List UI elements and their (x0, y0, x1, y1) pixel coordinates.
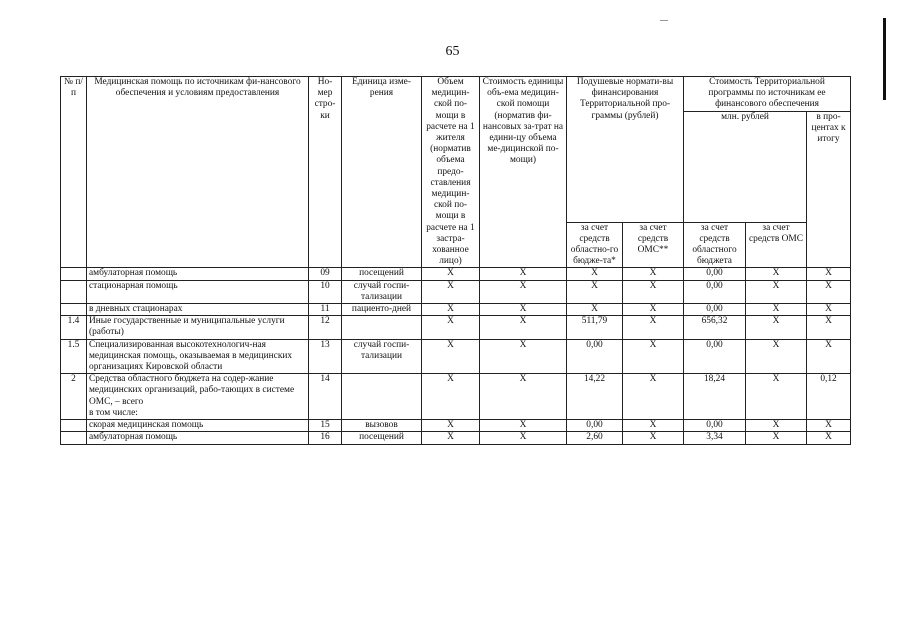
cell-unit: случай госпи-тализации (342, 339, 422, 374)
header-cost: Стоимость единицы объ-ема медицин-ской помощи (норматив фи-нансовых за-трат на едини-цу объема ме-дицинской по-мощи) (480, 77, 567, 268)
cell-total-oms: X (746, 268, 807, 280)
cell-percapita-obl: X (567, 268, 623, 280)
header-num: № п/п (61, 77, 87, 268)
header-total-oms: за счет средств ОМС (746, 222, 807, 268)
cell-num (61, 304, 87, 316)
cell-total-obl: 0,00 (684, 420, 746, 432)
table-row (61, 432, 851, 444)
cell-name: амбулаторная помощь (87, 432, 309, 444)
header-total-obl: за счет средств областного бюджета (684, 222, 746, 268)
cell-total-pct: X (807, 316, 851, 339)
cell-total-oms: X (746, 280, 807, 303)
cell-percapita-obl: X (567, 304, 623, 316)
cell-percapita-obl: 0,00 (567, 420, 623, 432)
cell-percapita-obl: 14,22 (567, 374, 623, 420)
cell-unit: посещений (342, 432, 422, 444)
financing-table (60, 76, 851, 445)
table-row (61, 280, 851, 303)
header-total-mln: млн. рублей (684, 111, 807, 222)
cell-total-pct: X (807, 420, 851, 432)
cell-volume: X (422, 339, 480, 374)
cell-total-oms: X (746, 420, 807, 432)
cell-percapita-obl: 2,60 (567, 432, 623, 444)
cell-unit (342, 316, 422, 339)
header-total-pct: в про-центах к итогу (807, 111, 851, 268)
table-row (61, 339, 851, 374)
cell-unit: случай госпи-тализации (342, 280, 422, 303)
cell-num: 2 (61, 374, 87, 420)
cell-volume: X (422, 268, 480, 280)
cell-total-pct: X (807, 268, 851, 280)
cell-percapita-oms: X (623, 280, 684, 303)
header-row-1 (61, 77, 851, 112)
cell-total-obl: 3,34 (684, 432, 746, 444)
cell-row: 09 (309, 268, 342, 280)
cell-row: 12 (309, 316, 342, 339)
table-row (61, 420, 851, 432)
cell-name: скорая медицинская помощь (87, 420, 309, 432)
table-row (61, 316, 851, 339)
page-number: 65 (445, 44, 460, 59)
header-percapita: Подушевые нормати-вы финансирования Территориальной про-граммы (рублей) (567, 77, 684, 223)
header-unit: Единица изме-рения (342, 77, 422, 268)
cell-total-oms: X (746, 374, 807, 420)
cell-num (61, 432, 87, 444)
cell-total-pct: 0,12 (807, 374, 851, 420)
header-volume: Объем медицин-ской по-мощи в расчете на 1 жителя (норматив объема предо-ставления медицин-ской по-мощи в расчете на 1 застра-хованное лицо) (422, 77, 480, 268)
cell-volume: X (422, 280, 480, 303)
header-name: Медицинская помощь по источникам фи-нансового обеспечения и условиям предоставления (87, 77, 309, 268)
cell-cost: X (480, 316, 567, 339)
cell-cost: X (480, 339, 567, 374)
cell-total-pct: X (807, 432, 851, 444)
cell-percapita-oms: X (623, 432, 684, 444)
header-row-number: Но-мер стро-ки (309, 77, 342, 268)
cell-num (61, 280, 87, 303)
cell-percapita-oms: X (623, 316, 684, 339)
cell-percapita-oms: X (623, 374, 684, 420)
cell-percapita-obl: X (567, 280, 623, 303)
cell-volume: X (422, 374, 480, 420)
cell-unit (342, 374, 422, 420)
cell-name: Иные государственные и муниципальные услуги (работы) (87, 316, 309, 339)
cell-percapita-oms: X (623, 420, 684, 432)
cell-total-obl: 0,00 (684, 280, 746, 303)
cell-total-obl: 0,00 (684, 304, 746, 316)
cell-total-pct: X (807, 304, 851, 316)
cell-num (61, 268, 87, 280)
scan-speck (660, 20, 668, 21)
cell-volume: X (422, 304, 480, 316)
cell-percapita-obl: 511,79 (567, 316, 623, 339)
cell-unit: посещений (342, 268, 422, 280)
cell-percapita-obl: 0,00 (567, 339, 623, 374)
cell-name: в дневных стационарах (87, 304, 309, 316)
cell-name: стационарная помощь (87, 280, 309, 303)
cell-name: амбулаторная помощь (87, 268, 309, 280)
cell-total-pct: X (807, 339, 851, 374)
cell-row: 10 (309, 280, 342, 303)
cell-name: Специализированная высокотехнологич-ная медицинская помощь, оказываемая в медицинских организациях Кировской области (87, 339, 309, 374)
header-total: Стоимость Территориальной программы по источникам ее финансового обеспечения (684, 77, 851, 112)
cell-name-sub: в том числе: (89, 407, 138, 418)
table-row (61, 374, 851, 420)
cell-volume: X (422, 420, 480, 432)
cell-total-obl: 0,00 (684, 268, 746, 280)
cell-num: 1.4 (61, 316, 87, 339)
cell-percapita-oms: X (623, 268, 684, 280)
cell-total-oms: X (746, 316, 807, 339)
cell-unit: пациенто-дней (342, 304, 422, 316)
table-row (61, 304, 851, 316)
cell-total-obl: 0,00 (684, 339, 746, 374)
header-percapita-oms: за счет средств ОМС** (623, 222, 684, 268)
cell-name-main: Средства областного бюджета на содер-жание медицинских организаций, рабо-тающих в системе ОМС, – всего (89, 374, 295, 407)
cell-name (87, 374, 309, 420)
cell-row: 16 (309, 432, 342, 444)
cell-total-oms: X (746, 339, 807, 374)
cell-num: 1.5 (61, 339, 87, 374)
cell-total-oms: X (746, 304, 807, 316)
cell-cost: X (480, 432, 567, 444)
cell-total-obl: 656,32 (684, 316, 746, 339)
cell-row: 15 (309, 420, 342, 432)
cell-percapita-oms: X (623, 304, 684, 316)
cell-row: 11 (309, 304, 342, 316)
cell-percapita-oms: X (623, 339, 684, 374)
header-percapita-obl: за счет средств областно-го бюдже-та* (567, 222, 623, 268)
cell-row: 14 (309, 374, 342, 420)
cell-row: 13 (309, 339, 342, 374)
cell-cost: X (480, 304, 567, 316)
cell-total-oms: X (746, 432, 807, 444)
cell-cost: X (480, 280, 567, 303)
cell-total-obl: 18,24 (684, 374, 746, 420)
cell-unit: вызовов (342, 420, 422, 432)
cell-cost: X (480, 374, 567, 420)
cell-volume: X (422, 432, 480, 444)
cell-volume: X (422, 316, 480, 339)
cell-cost: X (480, 268, 567, 280)
cell-num (61, 420, 87, 432)
cell-total-pct: X (807, 280, 851, 303)
table-row (61, 268, 851, 280)
cell-cost: X (480, 420, 567, 432)
